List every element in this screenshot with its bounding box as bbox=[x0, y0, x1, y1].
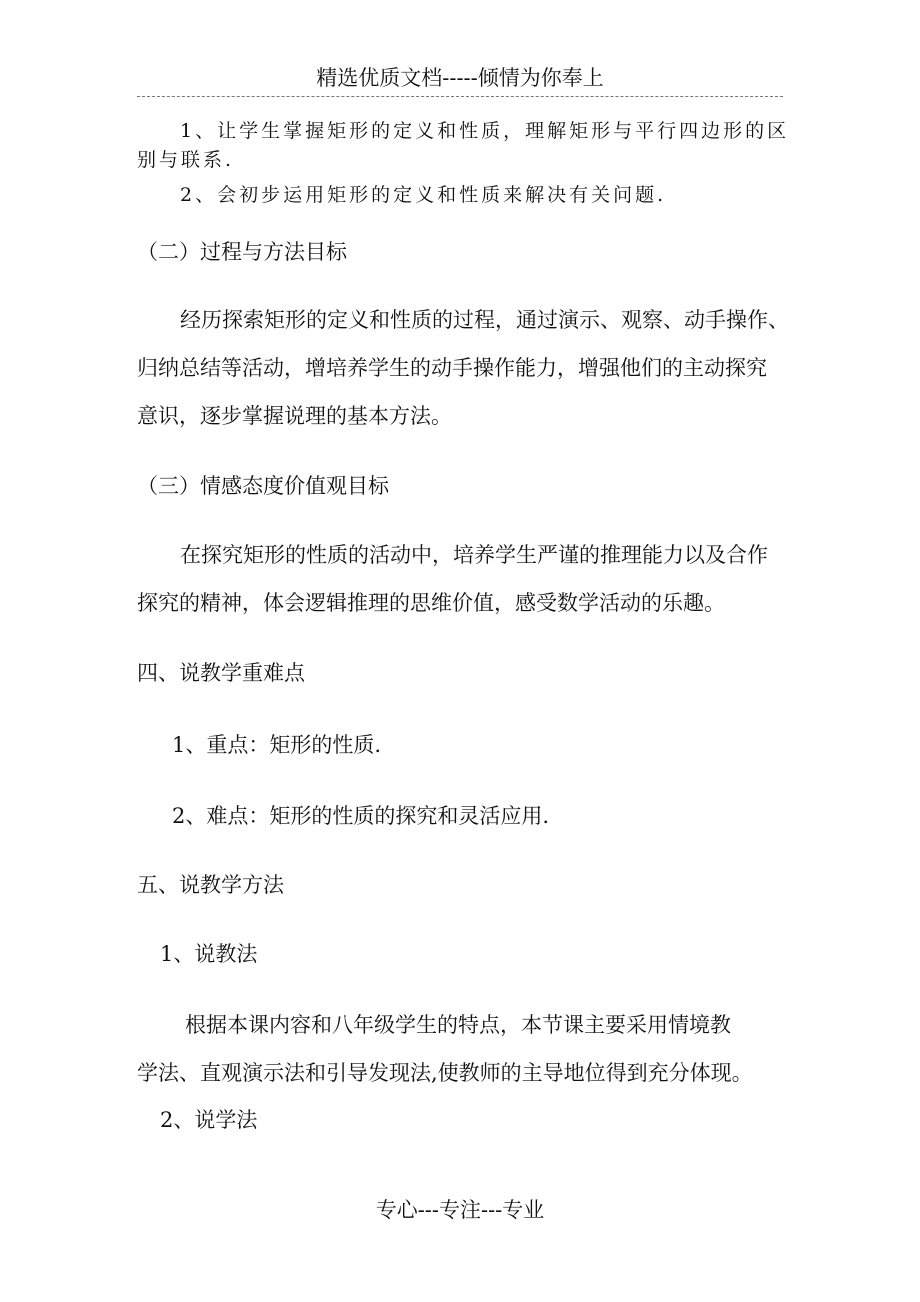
section-five-heading: 五、说教学方法 bbox=[137, 873, 284, 897]
key-point-item: 1、重点：矩形的性质. bbox=[172, 733, 382, 757]
header-divider bbox=[137, 96, 783, 97]
knowledge-objective-2: 2、会初步运用矩形的定义和性质来解决有关问题. bbox=[180, 184, 667, 206]
knowledge-objective-1-cont: 别与联系. bbox=[137, 149, 235, 171]
teaching-method-paragraph-line-1: 根据本课内容和八年级学生的特点，本节课主要采用情境教 bbox=[185, 1013, 731, 1037]
section-four-heading: 四、说教学重难点 bbox=[137, 661, 305, 685]
process-objective-heading: （二）过程与方法目标 bbox=[137, 240, 347, 264]
teaching-method-subheading: 1、说教法 bbox=[160, 942, 258, 966]
learning-method-subheading: 2、说学法 bbox=[160, 1108, 258, 1132]
process-paragraph-line-2: 归纳总结等活动，增培养学生的动手操作能力，增强他们的主动探究 bbox=[137, 356, 767, 380]
process-paragraph-line-3: 意识，逐步掌握说理的基本方法。 bbox=[137, 404, 452, 428]
page-header-title: 精选优质文档-----倾情为你奉上 bbox=[316, 66, 604, 90]
difficult-point-item: 2、难点：矩形的性质的探究和灵活应用. bbox=[172, 804, 550, 828]
page-footer-text: 专心---专注---专业 bbox=[375, 1198, 545, 1222]
process-paragraph-line-1: 经历探索矩形的定义和性质的过程，通过演示、观察、动手操作、 bbox=[180, 308, 789, 332]
emotion-objective-heading: （三）情感态度价值观目标 bbox=[137, 474, 389, 498]
teaching-method-paragraph-line-2: 学法、直观演示法和引导发现法,使教师的主导地位得到充分体现。 bbox=[137, 1061, 753, 1085]
emotion-paragraph-line-1: 在探究矩形的性质的活动中，培养学生严谨的推理能力以及合作 bbox=[180, 543, 768, 567]
knowledge-objective-1: 1、让学生掌握矩形的定义和性质，理解矩形与平行四边形的区 bbox=[180, 120, 790, 142]
emotion-paragraph-line-2: 探究的精神，体会逻辑推理的思维价值，感受数学活动的乐趣。 bbox=[137, 591, 725, 615]
